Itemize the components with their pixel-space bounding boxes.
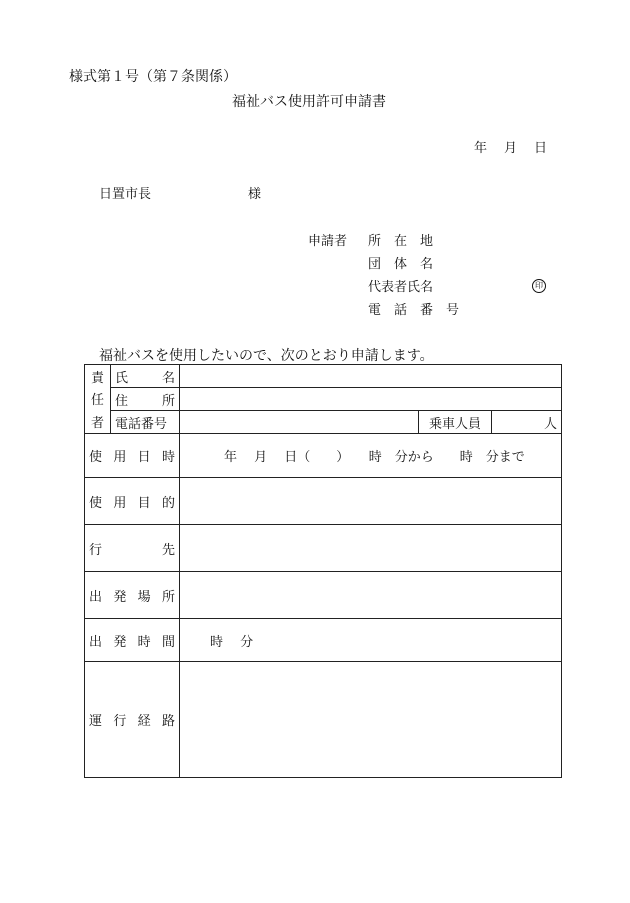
departure-time-template: 時 分 [210,634,254,650]
row-purpose [85,478,562,525]
departure-time-char-4: 間 [161,634,175,650]
name-label-char-1: 氏 [115,370,129,386]
route-label [85,662,180,778]
address-label [111,388,180,411]
date-year-label: 年 [474,141,488,156]
responsible-char-2: 任 [90,393,104,409]
departure-place-char-1: 出 [89,589,103,605]
row-address [85,388,562,411]
applicant-representative-label: 代表者氏名 [368,280,434,295]
purpose-label [85,478,180,525]
destination-label [85,525,180,572]
departure-place-char-3: 場 [137,589,151,605]
departure-time-char-2: 発 [113,634,127,650]
usage-datetime-char-2: 用 [113,450,127,465]
destination-char-2: 先 [161,542,175,558]
row-route [85,662,562,778]
passengers-label: 乗車人員 [419,411,492,434]
address-field[interactable] [180,388,562,411]
usage-datetime-char-1: 使 [89,450,103,465]
purpose-char-1: 使 [89,495,103,511]
row-usage-datetime [85,434,562,478]
responsible-char-1: 責 [90,370,104,386]
phone-field[interactable] [180,411,419,434]
seal-mark: 印 [532,279,546,293]
name-label-char-2: 名 [161,370,175,386]
applicant-phone-label: 電 話 番 号 [368,303,460,318]
row-phone [85,411,562,434]
purpose-char-2: 用 [113,495,127,511]
name-label [111,365,180,388]
seal-icon [532,277,546,293]
departure-place-char-2: 発 [113,589,127,605]
phone-label: 電話番号 [111,411,180,434]
address-label-char-2: 所 [161,393,175,409]
applicant-label: 申請者 [308,234,348,249]
application-table [84,364,562,778]
date-day-label: 日 [534,141,548,156]
departure-place-field[interactable] [180,572,562,619]
route-char-1: 運 [89,714,103,729]
request-statement: 福祉バスを使用したいので、次のとおり申請します。 [99,348,434,364]
usage-datetime-template: 年 月 日（ ） 時 分から 時 分まで [224,450,525,465]
document-title: 福祉バス使用許可申請書 [232,94,386,110]
usage-datetime-label [85,434,180,478]
applicant-address-label: 所 在 地 [368,234,434,249]
form-number: 様式第１号（第７条関係） [69,69,237,85]
departure-place-char-4: 所 [161,589,175,605]
responsible-char-3: 者 [90,416,104,432]
row-destination [85,525,562,572]
name-field[interactable] [180,365,562,388]
row-departure-time [85,619,562,662]
usage-datetime-char-4: 時 [161,450,175,465]
departure-time-char-1: 出 [89,634,103,650]
address-label-char-1: 住 [115,393,129,409]
destination-char-1: 行 [89,542,103,558]
route-field[interactable] [180,662,562,778]
passengers-unit: 人 [543,416,557,432]
departure-time-field[interactable] [180,619,562,662]
departure-time-char-3: 時 [137,634,151,650]
passengers-field[interactable] [492,411,562,434]
addressee-name: 日置市長 [99,187,152,202]
route-char-4: 路 [161,714,175,729]
departure-time-label [85,619,180,662]
departure-place-label [85,572,180,619]
responsible-party-label [85,365,111,434]
route-char-3: 経 [137,714,151,729]
destination-field[interactable] [180,525,562,572]
applicant-organization-label: 団 体 名 [368,257,434,272]
addressee-honorific: 様 [248,187,262,202]
row-departure-place [85,572,562,619]
row-name [85,365,562,388]
usage-datetime-char-3: 日 [137,450,151,465]
route-char-2: 行 [113,714,127,729]
purpose-field[interactable] [180,478,562,525]
purpose-char-4: 的 [161,495,175,511]
usage-datetime-field[interactable] [180,434,562,478]
purpose-char-3: 目 [137,495,151,511]
date-month-label: 月 [504,141,518,156]
